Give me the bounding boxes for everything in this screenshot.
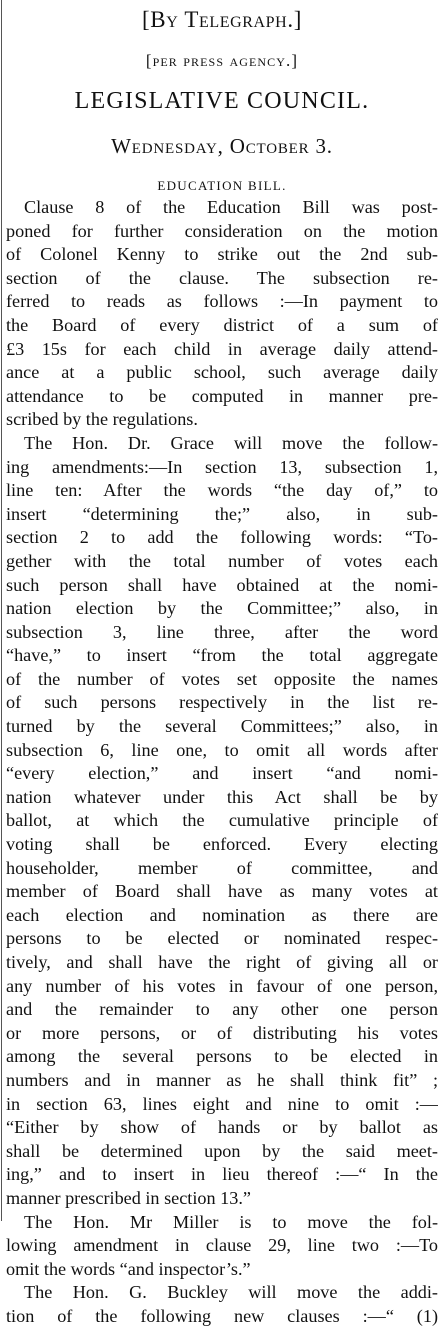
section-title: EDUCATION BILL. [157, 178, 287, 193]
article-line: and the remainder to any other one person [6, 999, 438, 1020]
article-line: ballot, at which the cumulative principle of [6, 810, 438, 831]
article-line: tion of the following new clauses :—“ (1) [6, 1305, 438, 1326]
article-line: line ten: After the words “the day of,” to [6, 480, 438, 501]
article-line: section 2 to add the following words: “To- [6, 527, 438, 548]
article-line: or more persons, or of distributing his votes [6, 1022, 438, 1043]
article-line: attendance to be computed in manner pre- [6, 385, 438, 406]
article-line: any number of his votes in favour of one person, [6, 975, 438, 996]
article-line: of the number of votes set opposite the names [6, 668, 438, 689]
article-line: persons to be elected or nominated respec- [6, 928, 438, 949]
article-line: among the several persons to be elected in [6, 1046, 438, 1067]
article-line: “Either by show of hands or by ballot as [6, 1117, 438, 1138]
column-rule [1, 0, 2, 1221]
article-line: subsection 3, line three, after the word [6, 621, 438, 642]
article-line: subsection 6, line one, to omit all words after [6, 739, 438, 760]
article-line: omit the words “and inspector’s.” [6, 1258, 251, 1279]
article-line: such person shall have obtained at the nomi- [6, 574, 438, 595]
article-line: The Hon. Mr Miller is to move the fol- [24, 1211, 438, 1232]
article-line: nation election by the Committee;” also, in [6, 598, 438, 619]
article-line: scribed by the regulations. [6, 409, 198, 430]
article-line: member of Board shall have as many votes at [6, 881, 438, 902]
article-line: manner prescribed in section 13.” [6, 1187, 251, 1208]
article-line: each election and nomination as there are [6, 904, 438, 925]
article-line: of such persons respectively in the list re- [6, 692, 438, 713]
article-line: section of the clause. The subsection re- [6, 267, 438, 288]
article-line: “every election,” and insert “and nomi- [6, 763, 438, 784]
agency-heading: [per press agency.] [145, 51, 299, 70]
article-line: poned for further consideration on the motion [6, 220, 438, 241]
article-line: of Colonel Kenny to strike out the 2nd sub- [6, 244, 438, 265]
article-line: numbers and in manner as he shall think fit” ; [6, 1069, 438, 1090]
article-line: the Board of every district of a sum of [6, 314, 438, 335]
article-line: ing amendments:—In section 13, subsection 1, [6, 456, 438, 477]
article-line: in section 63, lines eight and nine to omit :— [6, 1093, 438, 1114]
article-line: ing,” and to insert in lieu thereof :—“ In the [6, 1164, 438, 1185]
article-body [6, 196, 438, 1329]
date-heading: Wednesday, October 3. [111, 134, 333, 158]
article-line: ance at a public school, such average daily [6, 362, 438, 383]
article-line: ferred to reads as follows :—In payment to [6, 291, 438, 312]
article-line: £3 15s for each child in average daily attend- [6, 338, 438, 359]
article-line: “have,” to insert “from the total aggregate [6, 645, 438, 666]
article-line: householder, member of committee, and [6, 857, 438, 878]
article-line: shall be determined upon by the said meet- [6, 1140, 438, 1161]
article-line: The Hon. G. Buckley will move the addi- [24, 1282, 438, 1303]
article-line: The Hon. Dr. Grace will move the follow- [24, 432, 438, 453]
council-heading: LEGISLATIVE COUNCIL. [74, 88, 370, 114]
article-line: voting shall be enforced. Every electing [6, 834, 438, 855]
article-line: insert “determining the;” also, in sub- [6, 503, 438, 524]
telegraph-heading: [By Telegraph.] [142, 7, 302, 32]
article-line: tively, and shall have the right of giving all or [6, 952, 438, 972]
article-line: gether with the total number of votes each [6, 550, 438, 571]
article-line: lowing amendment in clause 29, line two :—To [6, 1235, 438, 1256]
article-line: Clause 8 of the Education Bill was post- [24, 197, 438, 217]
article-line: nation whatever under this Act shall be by [6, 786, 438, 807]
article-line: turned by the several Committees;” also, in [6, 716, 438, 737]
